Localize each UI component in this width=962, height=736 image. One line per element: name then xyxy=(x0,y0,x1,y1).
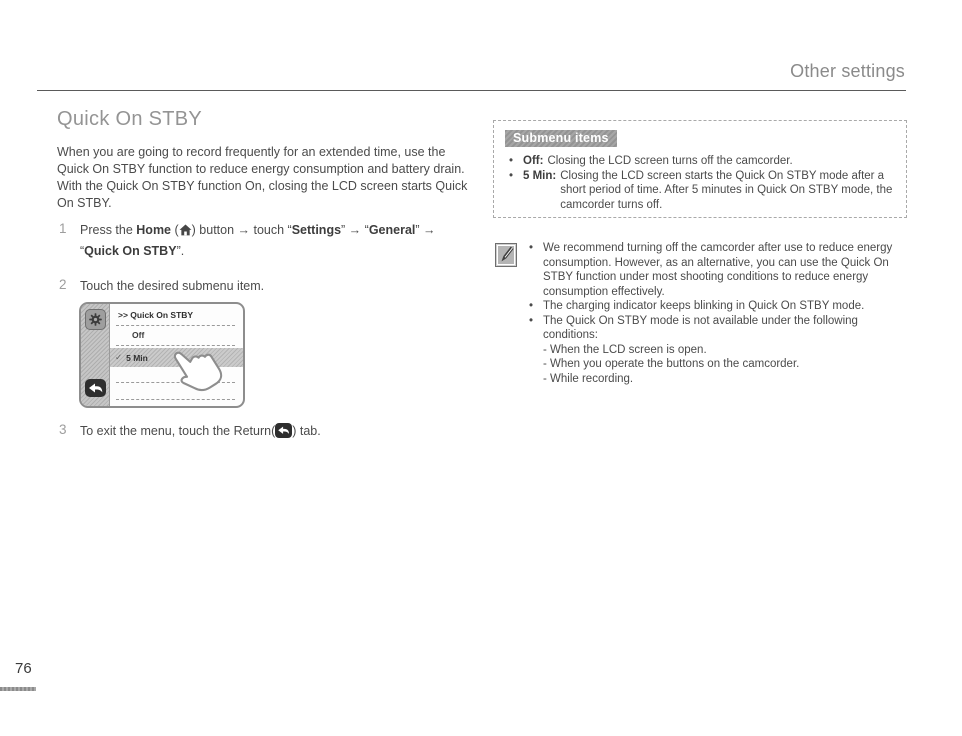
step-number: 1 xyxy=(59,221,67,236)
settings-gear-icon xyxy=(85,309,106,330)
lcd-item-off: Off xyxy=(132,330,145,340)
note-subitem: - While recording. xyxy=(543,372,634,385)
note-item: • We recommend turning off the camcorder after use to reduce energy consumption. However, as an alternative, you can use the Quick On STBY function under most shooting conditions to reduce energy consumption effectively. xyxy=(529,241,901,299)
section-title: Quick On STBY xyxy=(57,108,203,130)
step1-text: Press the xyxy=(80,223,137,237)
step-text: To exit the menu, touch the Return( ) tab. xyxy=(80,424,321,438)
intro-paragraph: When you are going to record frequently for an extended time, use the Quick On STBY function to reduce energy consumption and battery drain. With the Quick On STBY function On, closing the LCD screen starts Quick On STBY. xyxy=(57,145,468,210)
note-subitem: - When you operate the buttons on the camcorder. xyxy=(543,358,800,370)
settings-label: Settings xyxy=(291,223,342,237)
step-text: Touch the desired submenu item. xyxy=(80,279,265,293)
general-label: General xyxy=(368,223,416,237)
lcd-screen-illustration xyxy=(79,302,245,408)
step-3 xyxy=(59,422,499,441)
page-number-bar xyxy=(0,687,36,691)
submenu-item-5min: • 5 Min: Closing the LCD screen starts the Quick On STBY mode after a short period of time. After 5 minutes in Quick On STBY mode, the camcorder turns off. xyxy=(505,169,895,213)
page-number: 76 xyxy=(15,660,32,677)
note-list xyxy=(529,241,901,386)
step-text: Press the Home ( ) button → touch “Settings” → “General” → “Quick On STBY”. xyxy=(80,223,436,258)
submenu-items-box xyxy=(493,120,907,218)
quick-on-stby-label: Quick On STBY xyxy=(84,244,177,258)
home-label: Home xyxy=(136,223,172,237)
page-header: Other settings xyxy=(790,61,905,81)
note-item: • The Quick On STBY mode is not available under the following conditions: xyxy=(529,314,901,343)
lcd-sidebar xyxy=(81,304,110,406)
step-1 xyxy=(59,221,499,261)
step-number: 2 xyxy=(59,277,67,292)
return-icon xyxy=(275,423,292,438)
memo-icon xyxy=(495,243,517,267)
note-subitem: - When the LCD screen is open. xyxy=(543,343,707,356)
note-section xyxy=(493,241,913,386)
step-2 xyxy=(59,277,499,296)
lcd-item-5min-selected: ✓ 5 Min xyxy=(110,348,243,367)
header-divider xyxy=(37,90,906,91)
lcd-menu-title: >> Quick On STBY xyxy=(118,310,194,320)
submenu-item-off: • Off: Closing the LCD screen turns off the camcorder. xyxy=(505,154,895,169)
lcd-menu-area xyxy=(110,304,243,406)
return-tab-icon xyxy=(85,379,106,397)
note-item: • The charging indicator keeps blinking in Quick On STBY mode. xyxy=(529,299,901,314)
submenu-items-heading: Submenu items xyxy=(505,130,617,147)
lcd-separator xyxy=(116,325,235,326)
checkmark-icon: ✓ xyxy=(115,352,123,362)
home-icon xyxy=(179,223,192,242)
touch-hand-icon xyxy=(165,343,233,408)
step-number: 3 xyxy=(59,422,67,437)
